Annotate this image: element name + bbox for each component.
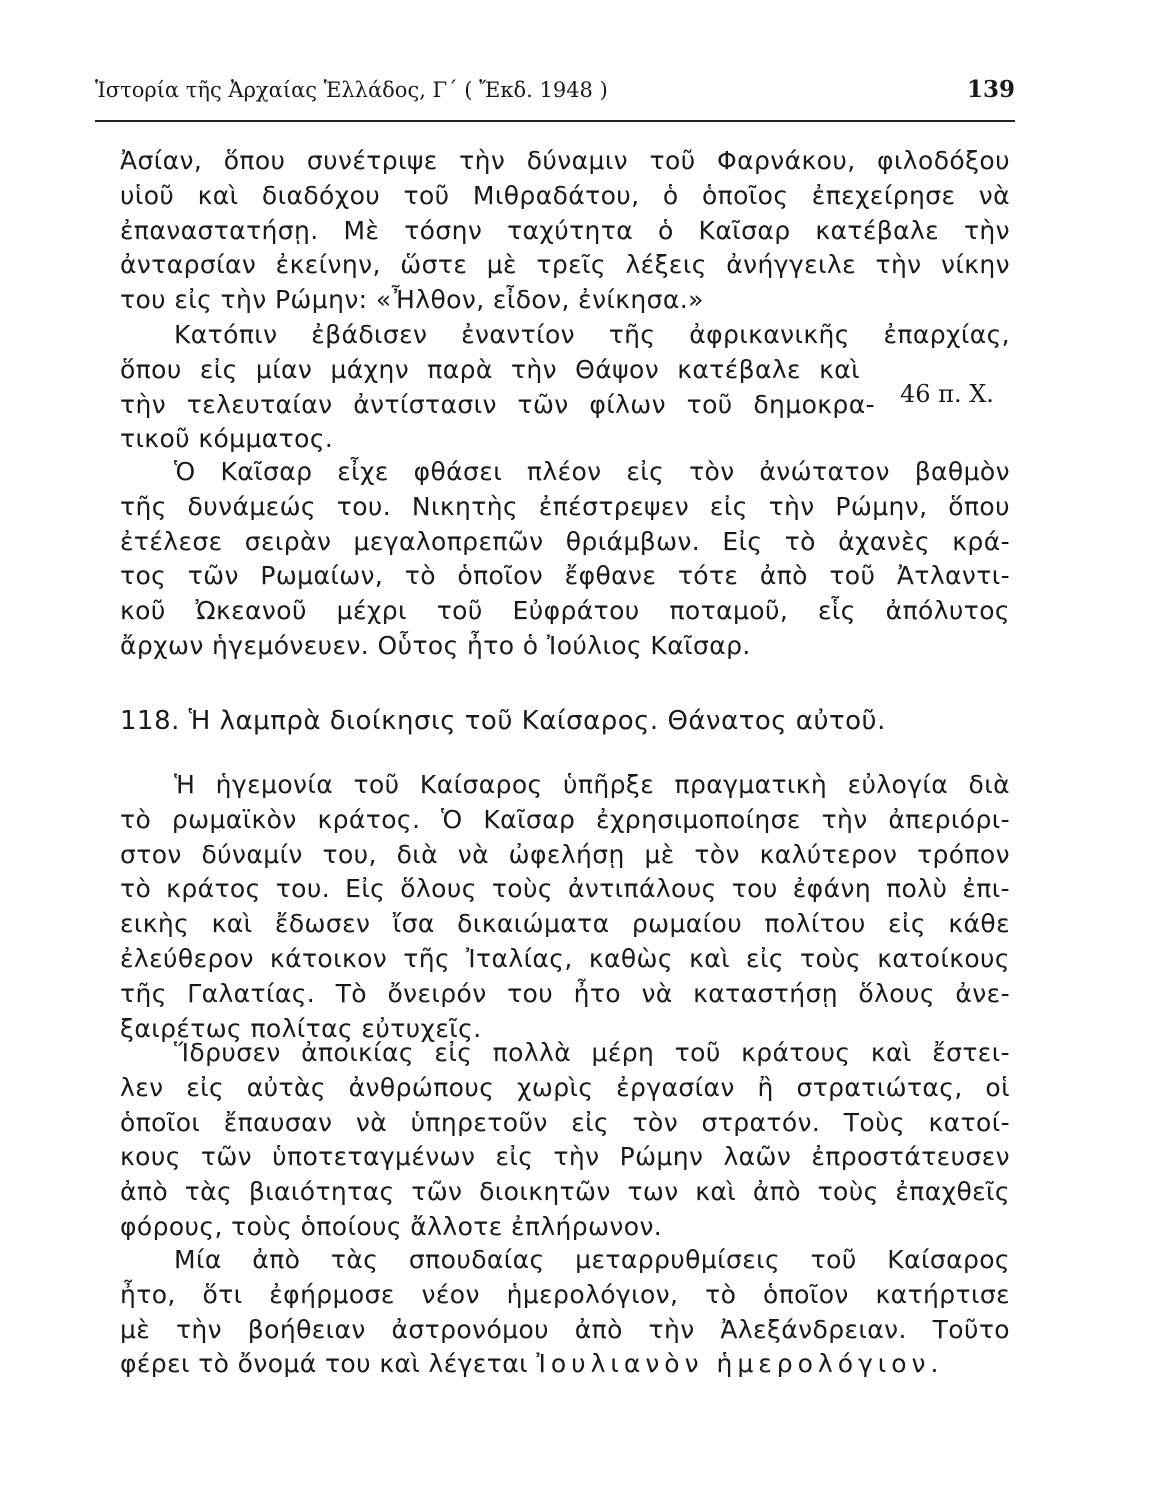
text-line: ἦτο, ὅτι ἐφήρμοσε νέον ἡμερολόγιον, τὸ ὁποῖον κατήρτισε <box>120 1279 1010 1309</box>
margin-date-note: 46 π. Χ. <box>900 380 994 408</box>
text-line: τος τῶν Ρωμαίων, τὸ ὁποῖον ἔφθανε τότε ἀπὸ τοῦ Ἀτλαντι- <box>120 561 1010 591</box>
running-title: Ἱστορία τῆς Ἀρχαίας Ἑλλάδος, Γ΄ ( Ἔκδ. 1948 ) <box>95 78 608 102</box>
paragraph-2 <box>120 318 1010 457</box>
text-line: ὁποῖοι ἔπαυσαν νὰ ὑπηρετοῦν εἰς τὸν στρατόν. Τοὺς κατοί- <box>120 1107 1010 1137</box>
paragraph-1 <box>120 144 1010 318</box>
page-number: 139 <box>966 76 1015 103</box>
text-line: ὅπου εἰς μίαν μάχην παρὰ τὴν Θάψον κατέβαλε καὶ <box>120 354 860 384</box>
text-line: ἐλεύθερον κάτοικον τῆς Ἰταλίας, καθὼς καὶ εἰς τοὺς κατοίκους <box>120 943 1010 973</box>
header-rule <box>95 120 1015 122</box>
text-line: τικοῦ κόμματος. <box>120 424 334 454</box>
text-line: Μία ἀπὸ τὰς σπουδαίας μεταρρυθμίσεις τοῦ Καίσαρος <box>174 1245 1010 1274</box>
text-line: μὲ τὴν βοήθειαν ἀστρονόμου ἀπὸ τὴν Ἀλεξάνδρειαν. Τοῦτο <box>120 1314 1010 1344</box>
section-heading: 118. Ἡ λαμπρὰ διοίκησις τοῦ Καίσαρος. Θάνατος αὐτοῦ. <box>120 706 886 736</box>
text-line: τὴν τελευταίαν ἀντίστασιν τῶν φίλων τοῦ δημοκρα- <box>120 389 875 419</box>
paragraph-3 <box>120 455 1010 664</box>
text-line: τῆς δυνάμεώς του. Νικητὴς ἐπέστρεψεν εἰς τὴν Ρώμην, ὅπου <box>120 491 1010 521</box>
text-line: τὸ κράτος του. Εἰς ὅλους τοὺς ἀντιπάλους του ἐφάνη πολὺ ἐπι- <box>120 874 1010 904</box>
text-line: κους τῶν ὑποτεταγμένων εἰς τὴν Ρώμην λαῶν ἐπροστάτευσεν <box>120 1142 1010 1172</box>
text-line: του εἰς τὴν Ρώμην: «Ἦλθον, εἶδον, ἐνίκησα.» <box>120 285 704 315</box>
text-line: ἀπὸ τὰς βιαιότητας τῶν διοικητῶν των καὶ ἀπὸ τοὺς ἐπαχθεῖς <box>120 1177 1010 1207</box>
text-line: ξαιρέτως πολίτας εὐτυχεῖς. <box>120 1013 482 1043</box>
text-line: εικὴς καὶ ἔδωσεν ἴσα δικαιώματα ρωμαίου πολίτου εἰς κάθε <box>120 909 1010 939</box>
text-line-final <box>120 1347 1010 1382</box>
paragraph-6 <box>120 1243 1010 1382</box>
text-line: κοῦ Ὠκεανοῦ μέχρι τοῦ Εὐφράτου ποταμοῦ, εἷς ἀπόλυτος <box>120 596 1010 626</box>
text-line: ἄρχων ἡγεμόνευεν. Οὗτος ἦτο ὁ Ἰούλιος Καῖσαρ. <box>120 630 751 660</box>
text-line: ἐτέλεσε σειρὰν μεγαλοπρεπῶν θριάμβων. Εἰς τὸ ἀχανὲς κρά- <box>120 526 1010 556</box>
paragraph-5 <box>120 1036 1010 1245</box>
emphasized-term: Ἰουλιανὸν ἡμερολόγιον. <box>536 1349 944 1379</box>
text-line: φόρους, τοὺς ὁποίους ἄλλοτε ἐπλήρωνον. <box>120 1211 663 1241</box>
text-line: τῆς Γαλατίας. Τὸ ὄνειρόν του ἦτο νὰ καταστήσῃ ὅλους ἀνε- <box>120 978 1010 1008</box>
text-line: Ἵδρυσεν ἀποικίας εἰς πολλὰ μέρη τοῦ κράτους καὶ ἔστει- <box>174 1038 1010 1067</box>
text-line: Κατόπιν ἐβάδισεν ἐναντίον τῆς ἀφρικανικῆς ἐπαρχίας, <box>174 320 1010 349</box>
paragraph-4 <box>120 768 1010 1046</box>
text-line: Ἡ ἡγεμονία τοῦ Καίσαρος ὑπῆρξε πραγματικὴ εὐλογία διὰ <box>174 770 1010 799</box>
text-line: λεν εἰς αὐτὰς ἀνθρώπους χωρὶς ἐργασίαν ἢ στρατιώτας, οἱ <box>120 1072 1010 1102</box>
page-header <box>95 74 1015 110</box>
text-line: Ὁ Καῖσαρ εἶχε φθάσει πλέον εἰς τὸν ἀνώτατον βαθμὸν <box>174 457 1010 486</box>
final-line-text: φέρει τὸ ὄνομά του καὶ λέγεται <box>120 1349 528 1379</box>
text-line: στον δύναμίν του, διὰ νὰ ὠφελήσῃ μὲ τὸν καλύτερον τρόπον <box>120 839 1010 869</box>
text-line: υἱοῦ καὶ διαδόχου τοῦ Μιθραδάτου, ὁ ὁποῖος ἐπεχείρησε νὰ <box>120 180 1010 210</box>
text-line: ἐπαναστατήσῃ. Μὲ τόσην ταχύτητα ὁ Καῖσαρ κατέβαλε τὴν <box>120 215 1010 245</box>
text-line: Ἀσίαν, ὅπου συνέτριψε τὴν δύναμιν τοῦ Φαρνάκου, φιλοδόξου <box>120 146 1010 175</box>
text-line: τὸ ρωμαϊκὸν κράτος. Ὁ Καῖσαρ ἐχρησιμοποίησε τὴν ἀπεριόρι- <box>120 804 1010 834</box>
text-line: ἀνταρσίαν ἐκείνην, ὥστε μὲ τρεῖς λέξεις ἀνήγγειλε τὴν νίκην <box>120 250 1010 280</box>
